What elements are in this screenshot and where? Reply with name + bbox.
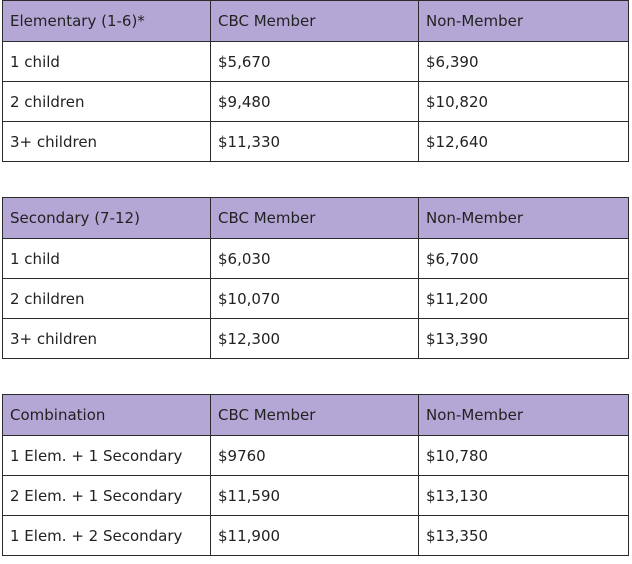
- enrollment-option: 3+ children: [3, 122, 211, 162]
- non-member-price: $6,390: [419, 42, 629, 82]
- non-member-price: $10,780: [419, 436, 629, 476]
- table-header-row: [3, 1, 629, 42]
- table-row: [3, 476, 629, 516]
- non-member-price: $13,390: [419, 319, 629, 359]
- enrollment-option: 3+ children: [3, 319, 211, 359]
- enrollment-option: 1 Elem. + 1 Secondary: [3, 436, 211, 476]
- table-row: [3, 122, 629, 162]
- member-price: $10,070: [211, 279, 419, 319]
- member-price: $6,030: [211, 239, 419, 279]
- table-row: [3, 239, 629, 279]
- enrollment-option: 1 child: [3, 42, 211, 82]
- non-member-price: $13,130: [419, 476, 629, 516]
- non-member-price: $13,350: [419, 516, 629, 556]
- table-row: [3, 82, 629, 122]
- non-member-price-header: Non-Member: [419, 1, 629, 42]
- table-row: [3, 319, 629, 359]
- member-price: $9760: [211, 436, 419, 476]
- enrollment-option: 1 child: [3, 239, 211, 279]
- grade-level-header: Secondary (7-12): [3, 198, 211, 239]
- grade-level-header: Elementary (1-6)*: [3, 1, 211, 42]
- non-member-price-header: Non-Member: [419, 198, 629, 239]
- non-member-price: $12,640: [419, 122, 629, 162]
- table-row: [3, 516, 629, 556]
- non-member-price: $10,820: [419, 82, 629, 122]
- table-row: [3, 436, 629, 476]
- table-header-row: [3, 198, 629, 239]
- member-price: $11,330: [211, 122, 419, 162]
- elementary-tuition-table: [2, 0, 629, 162]
- non-member-price-header: Non-Member: [419, 395, 629, 436]
- non-member-price: $11,200: [419, 279, 629, 319]
- enrollment-option: 1 Elem. + 2 Secondary: [3, 516, 211, 556]
- enrollment-option: 2 children: [3, 279, 211, 319]
- table-row: [3, 42, 629, 82]
- enrollment-option: 2 children: [3, 82, 211, 122]
- member-price: $11,590: [211, 476, 419, 516]
- enrollment-option: 2 Elem. + 1 Secondary: [3, 476, 211, 516]
- member-price: $9,480: [211, 82, 419, 122]
- table-header-row: [3, 395, 629, 436]
- member-price-header: CBC Member: [211, 395, 419, 436]
- combination-tuition-table: [2, 394, 629, 556]
- member-price: $11,900: [211, 516, 419, 556]
- member-price-header: CBC Member: [211, 1, 419, 42]
- secondary-tuition-table: [2, 197, 629, 359]
- non-member-price: $6,700: [419, 239, 629, 279]
- grade-level-header: Combination: [3, 395, 211, 436]
- member-price: $12,300: [211, 319, 419, 359]
- member-price-header: CBC Member: [211, 198, 419, 239]
- table-row: [3, 279, 629, 319]
- member-price: $5,670: [211, 42, 419, 82]
